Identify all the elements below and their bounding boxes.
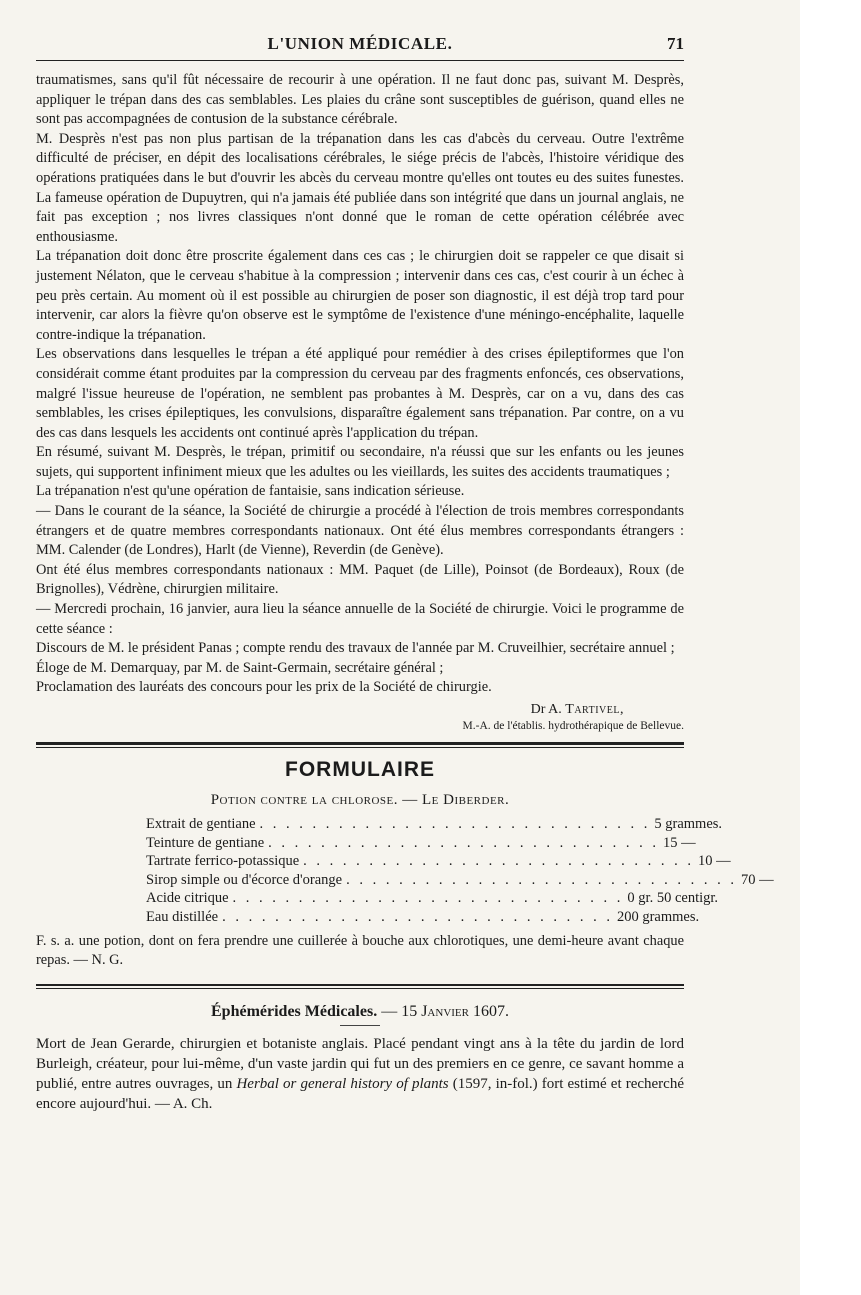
ephemerides-text: Mort de Jean Gerarde, chirurgien et botaniste anglais. Placé pendant vingt ans à la tête du jardin de lord Burleigh, créateur, pour lui-même, d'un vaste jardin qui fut un des premiers en ce genre, ce savant homme a publié, entre autres ouvrages, un	[36, 1036, 684, 1093]
ephemerides-text-end: (1597, in-fol.) fort estimé et recherché encore aujourd'hui. — A. Ch.	[36, 1076, 684, 1113]
ingredient-list	[146, 815, 774, 926]
ingredient-quantity: 70 —	[740, 871, 774, 888]
paragraph: Discours de M. le président Panas ; compte rendu des travaux de l'année par M. Cruveilhier, secrétaire annuel ;	[36, 640, 675, 657]
ingredient-name: Eau distillée	[146, 908, 219, 925]
ephemerides-title: Éphémérides Médicales.	[211, 1003, 378, 1021]
ingredient-name: Sirop simple ou d'écorce d'orange	[146, 871, 343, 888]
ingredient-name: Extrait de gentiane	[146, 816, 256, 832]
paragraph: Proclamation des lauréats des concours pour les prix de la Société de chirurgie.	[36, 679, 492, 696]
leader-dots: . . . . . . . . . . . . . . . . . . . . . . . . . . . . . .	[232, 890, 624, 906]
ingredient-row	[146, 871, 774, 890]
ephemerides-month: Janvier	[421, 1003, 469, 1021]
leader-dots: . . . . . . . . . . . . . . . . . . . . . . . . . . . . . .	[303, 853, 695, 869]
ephemerides-body	[36, 1034, 684, 1114]
book-title: Herbal or general history of plants	[236, 1076, 449, 1093]
ingredient-quantity: 10 —	[698, 853, 731, 869]
article-body	[36, 71, 684, 732]
ephemerides-date-prefix: — 15	[377, 1003, 422, 1021]
recipe-title	[36, 792, 684, 809]
paragraph: M. Desprès n'est pas non plus partisan de la trépanation dans les cas d'abcès du cerveau. Outre l'extrême difficulté de préciser, en dépit des localisations cérébrales, le siége précis de l'abcès, l'histoire véridique des opérations pratiquées dans le but d'ouvrir les abcès du cerveau montre qu'elles ont toutes eu des suites funestes. La fameuse opération de Dupuytren, qui n'a jamais été publiée dans son intégrité que dans un journal anglais, ne fait pas exception ; nos livres classiques n'ont donné que le roman de cette opération célébrée avec enthousiasme.	[36, 130, 684, 245]
recipe-author: Le Diberder.	[422, 792, 510, 808]
ingredient-name: Acide citrique	[146, 890, 229, 906]
paragraph: En résumé, suivant M. Desprès, le trépan, primitif ou secondaire, n'a réussi que sur les enfants ou les jeunes sujets, qui supportent infiniment mieux que les adultes ou les vieillards, les suites des accidents traumatiques ;	[36, 444, 684, 480]
paragraph: Les observations dans lesquelles le trépan a été appliqué pour remédier à des crises épileptiformes que l'on considérait comme étant produites par la compression du cerveau par des fragments enfoncés, ces observations, malgré l'issue heureuse de l'opération, ne semblent pas probantes à M. Desprès, car on a vu, dans des cas semblables, les crises épileptiques, les convulsions, disparaître également sans trépanation. Par contre, on a vu des cas dans lesquels les accidents ont continué après l'application du trépan.	[36, 346, 684, 441]
paragraph: La trépanation doit donc être proscrite également dans ces cas ; le chirurgien doit se rappeler ce que disait si justement Nélaton, que le cerveau s'habitue à la compression ; intervenir dans ces cas, c'est courir à un échec à peu près certain. Au moment où il est possible au chirurgien de poser son diagnostic, il est déjà trop tard pour intervenir, car alors la fièvre qu'on observe est le symptôme de l'existence d'une méningo-encéphalite, laquelle contre-indique la trépanation.	[36, 248, 684, 343]
ingredient-row	[146, 908, 700, 927]
paragraph: Éloge de M. Demarquay, par M. de Saint-Germain, secrétaire général ;	[36, 659, 444, 676]
leader-dots: . . . . . . . . . . . . . . . . . . . . . . . . . . . . . .	[222, 908, 613, 925]
ingredient-name: Teinture de gentiane	[146, 834, 265, 851]
section-divider	[36, 742, 684, 748]
ingredient-quantity: 0 gr. 50 centigr.	[627, 890, 719, 906]
signature-affiliation: M.-A. de l'établis. hydrothérapique de Bellevue.	[462, 720, 684, 732]
leader-dots: . . . . . . . . . . . . . . . . . . . . . . . . . . . . . .	[346, 871, 737, 888]
running-head	[36, 28, 684, 61]
paragraph: Ont été élus membres correspondants nationaux : MM. Paquet (de Lille), Poinsot (de Bordeaux), Roux (de Brignolles), Védrène, chirurgien militaire.	[36, 561, 684, 598]
paragraph: — Dans le courant de la séance, la Société de chirurgie a procédé à l'élection de trois membres correspondants étrangers et de quatre membres correspondants nationaux. Ont été élus membres correspondants étrangers : MM. Calender (de Londres), Harlt (de Vienne), Reverdin (de Genève).	[36, 503, 684, 559]
paragraph: — Mercredi prochain, 16 janvier, aura lieu la séance annuelle de la Société de chirurgie. Voici le programme de cette séance :	[36, 601, 684, 637]
ingredient-row	[146, 834, 696, 853]
recipe-name: Potion contre la chlorose.	[210, 792, 398, 808]
page-number: 71	[667, 34, 684, 53]
leader-dots: . . . . . . . . . . . . . . . . . . . . . . . . . . . . . .	[268, 834, 660, 851]
short-rule	[340, 1025, 380, 1026]
ingredient-quantity: 5 grammes.	[654, 816, 723, 832]
ephemerides-paragraph	[36, 1034, 684, 1114]
section-divider	[36, 984, 684, 989]
ingredient-quantity: 200 grammes.	[616, 908, 700, 925]
ephemerides-year: 1607.	[468, 1003, 509, 1021]
signature-prefix: Dr A.	[530, 702, 562, 717]
ingredient-row	[146, 815, 723, 834]
running-title: L'UNION MÉDICALE.	[267, 34, 453, 53]
ingredient-name: Tartrate ferrico-potassique	[146, 853, 300, 869]
paragraph: La trépanation n'est qu'une opération de fantaisie, sans indication sérieuse.	[36, 483, 465, 500]
page-content	[36, 28, 774, 1114]
formulaire-heading: FORMULAIRE	[285, 758, 435, 781]
ingredient-quantity: 15 —	[663, 834, 696, 851]
ephemerides-heading	[36, 1003, 684, 1021]
ingredient-row	[146, 889, 719, 908]
recipe-separator: —	[398, 792, 422, 808]
signature-name: Tartivel,	[565, 702, 624, 717]
recipe-note: F. s. a. une potion, dont on fera prendre une cuillerée à bouche aux chlorotiques, une demi-heure avant chaque repas. — N. G.	[36, 933, 684, 968]
paragraph: traumatismes, sans qu'il fût nécessaire de recourir à une opération. Il ne faut donc pas, suivant M. Desprès, appliquer le trépan dans des cas semblables. Les plaies du crâne sont susceptibles de guérison, quand elles ne sont pas accompagnées de contusion de la substance cérébrale.	[36, 72, 684, 128]
leader-dots: . . . . . . . . . . . . . . . . . . . . . . . . . . . . . .	[259, 816, 651, 832]
author-signature	[36, 702, 624, 718]
ingredient-row	[146, 852, 731, 871]
